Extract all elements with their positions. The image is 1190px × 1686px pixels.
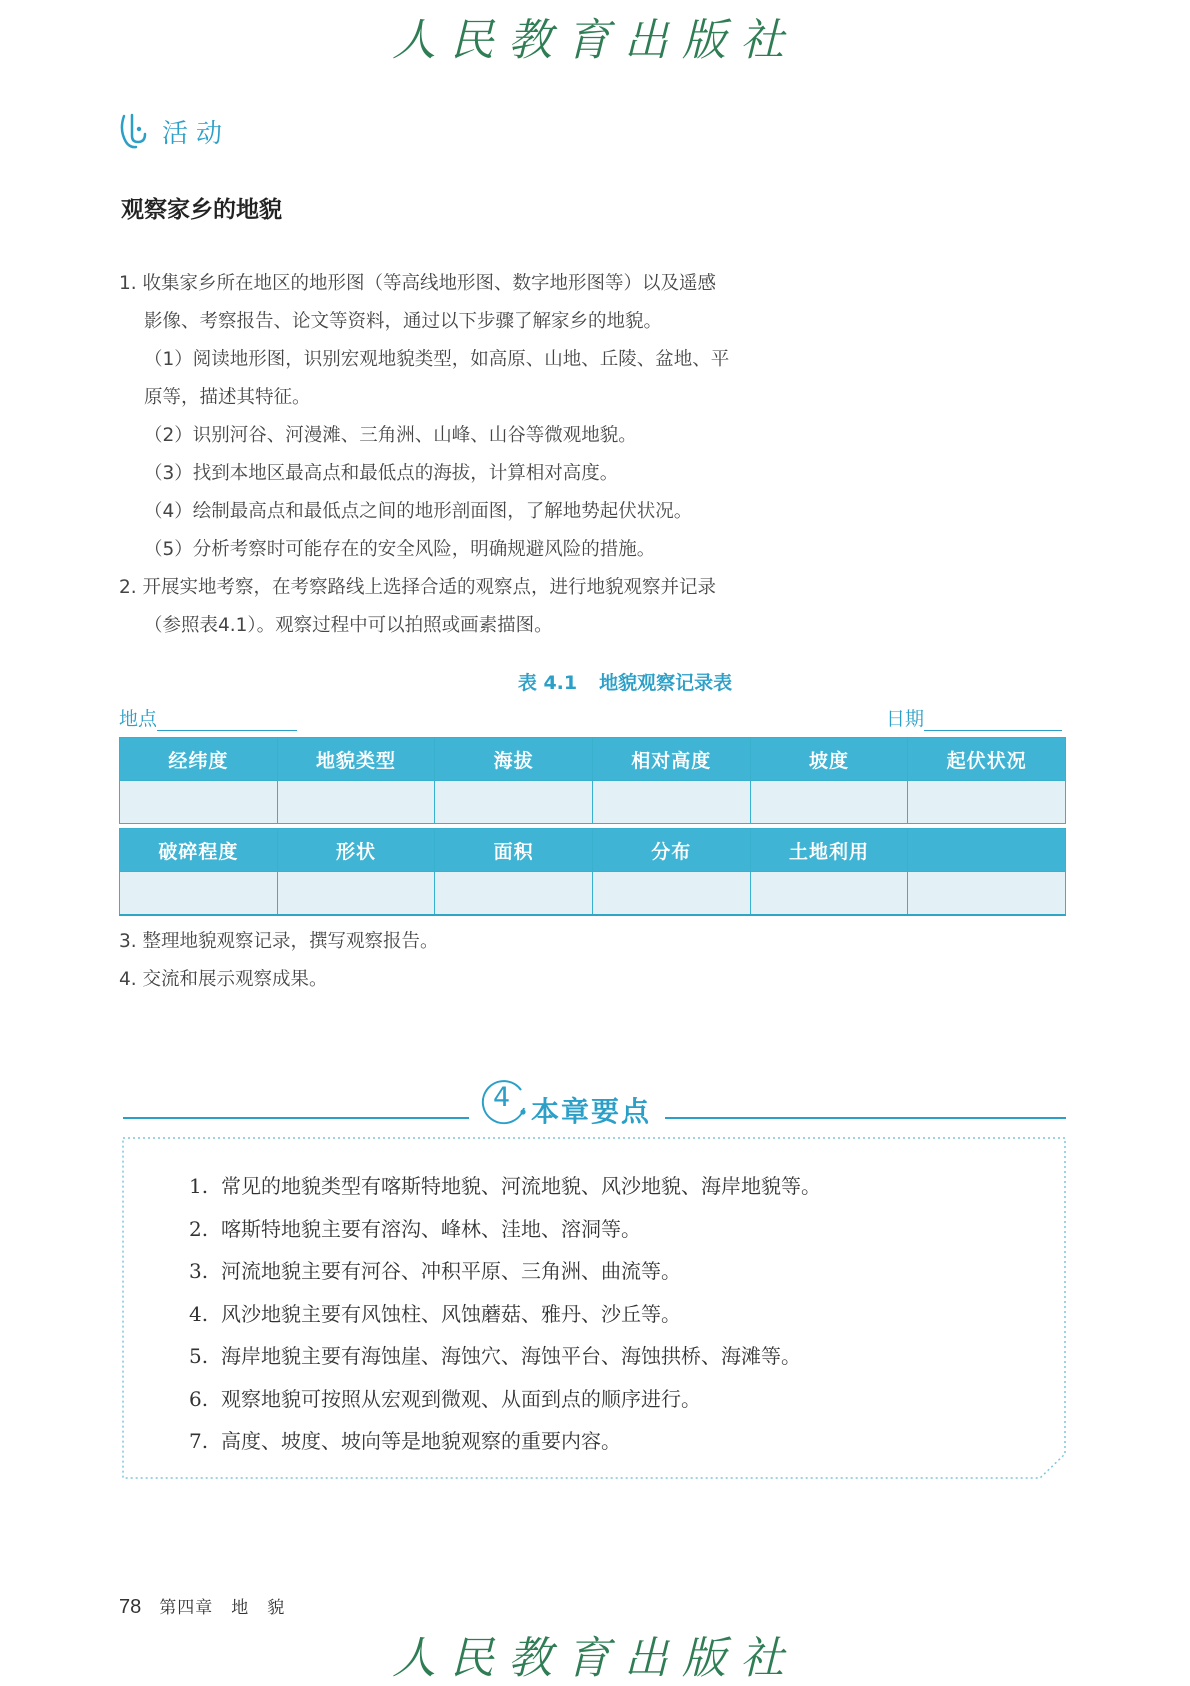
header-cell: 起伏状况	[908, 738, 1066, 781]
step-line: 原等，描述其特征。	[144, 387, 311, 408]
item-text: 风沙地貌主要有风蚀柱、风蚀蘑菇、雅丹、沙丘等。	[221, 1301, 681, 1326]
step-line: （参照表4.1）。观察过程中可以拍照或画素描图。	[144, 615, 553, 636]
table-blank-row	[120, 781, 1066, 824]
blank-cell[interactable]	[592, 872, 750, 916]
item-text: 观察地貌可按照从宏观到微观、从面到点的顺序进行。	[221, 1386, 701, 1411]
blank-cell[interactable]	[435, 872, 593, 916]
blank-cell[interactable]	[750, 781, 908, 824]
place-field	[119, 704, 297, 731]
key-points-list	[189, 1165, 821, 1463]
header-cell	[908, 829, 1066, 872]
activity-steps-continued	[119, 923, 439, 999]
item-number: 4.	[189, 1301, 209, 1326]
item-number: 2.	[189, 1216, 209, 1241]
observation-table	[119, 737, 1066, 916]
date-label: 日期	[886, 708, 925, 730]
key-point-item	[189, 1250, 821, 1293]
blank-cell[interactable]	[592, 781, 750, 824]
step-line: （4）绘制最高点和最低点之间的地形剖面图，了解地势起伏状况。	[144, 501, 693, 522]
table-header-row	[120, 829, 1066, 872]
page-number: 78	[119, 1596, 142, 1618]
blank-cell[interactable]	[908, 872, 1066, 916]
step-line: （1）阅读地形图，识别宏观地貌类型，如高原、山地、丘陵、盆地、平	[144, 349, 730, 370]
item-text: 喀斯特地貌主要有溶沟、峰林、洼地、溶洞等。	[221, 1216, 641, 1241]
chapter-number: 4	[493, 1082, 511, 1113]
place-label: 地点	[119, 708, 158, 730]
header-cell: 相对高度	[592, 738, 750, 781]
key-points-heading	[123, 1080, 1066, 1128]
table-caption-title: 地貌观察记录表	[599, 672, 733, 694]
header-cell: 土地利用	[750, 829, 908, 872]
table-header-row	[120, 738, 1066, 781]
activity-icon	[118, 112, 152, 150]
item-text: 河流地貌主要有河谷、冲积平原、三角洲、曲流等。	[221, 1259, 681, 1283]
date-blank[interactable]	[924, 708, 1062, 731]
place-blank[interactable]	[157, 708, 297, 731]
item-number: 6.	[189, 1386, 209, 1411]
blank-cell[interactable]	[277, 781, 435, 824]
header-cell: 破碎程度	[120, 829, 278, 872]
step-line: 2. 开展实地考察，在考察路线上选择合适的观察点，进行地貌观察并记录	[119, 577, 717, 598]
key-points-title: 本章要点	[531, 1095, 652, 1128]
item-number: 1.	[189, 1174, 209, 1198]
publisher-logo-top: 人民教育出版社	[392, 15, 798, 66]
table-caption-number: 表 4.1	[517, 672, 578, 694]
publisher-logo-bottom: 人民教育出版社	[392, 1633, 798, 1684]
item-text: 常见的地貌类型有喀斯特地貌、河流地貌、风沙地貌、海岸地貌等。	[221, 1174, 821, 1198]
key-point-item	[189, 1165, 821, 1208]
item-text: 高度、坡度、坡向等是地貌观察的重要内容。	[221, 1429, 621, 1453]
blank-cell[interactable]	[750, 872, 908, 916]
divider	[123, 1117, 469, 1119]
step-line: （3）找到本地区最高点和最低点的海拔，计算相对高度。	[144, 463, 619, 484]
blank-cell[interactable]	[908, 781, 1066, 824]
header-cell: 面积	[435, 829, 593, 872]
step-line: 影像、考察报告、论文等资料，通过以下步骤了解家乡的地貌。	[144, 311, 663, 332]
header-cell: 地貌类型	[277, 738, 435, 781]
item-number: 3.	[189, 1259, 209, 1283]
table-blank-row	[120, 872, 1066, 916]
key-point-item	[189, 1335, 821, 1378]
header-cell: 分布	[592, 829, 750, 872]
blank-cell[interactable]	[120, 872, 278, 916]
activity-heading	[118, 112, 230, 150]
blank-cell[interactable]	[435, 781, 593, 824]
key-point-item	[189, 1208, 821, 1251]
item-number: 7.	[189, 1429, 209, 1453]
key-point-item	[189, 1293, 821, 1336]
activity-label: 活动	[162, 118, 231, 149]
step-line: 4. 交流和展示观察成果。	[119, 969, 328, 990]
page-footer	[119, 1593, 285, 1619]
blank-cell[interactable]	[277, 872, 435, 916]
key-points-box	[122, 1137, 1066, 1479]
header-cell: 海拔	[435, 738, 593, 781]
header-cell: 形状	[277, 829, 435, 872]
step-line: 1. 收集家乡所在地区的地形图（等高线地形图、数字地形图等）以及遥感	[119, 273, 717, 294]
header-cell: 坡度	[750, 738, 908, 781]
item-text: 海岸地貌主要有海蚀崖、海蚀穴、海蚀平台、海蚀拱桥、海滩等。	[221, 1344, 801, 1368]
divider	[665, 1117, 1066, 1119]
header-cell: 经纬度	[120, 738, 278, 781]
step-line: （5）分析考察时可能存在的安全风险，明确规避风险的措施。	[144, 539, 656, 560]
table-caption	[0, 668, 1190, 695]
chapter-title: 第四章 地 貌	[159, 1598, 286, 1618]
blank-cell[interactable]	[120, 781, 278, 824]
activity-steps	[119, 265, 799, 645]
date-field	[886, 704, 1062, 731]
item-number: 5.	[189, 1344, 209, 1368]
step-line: （2）识别河谷、河漫滩、三角洲、山峰、山谷等微观地貌。	[144, 425, 637, 446]
step-line: 3. 整理地貌观察记录，撰写观察报告。	[119, 931, 439, 952]
activity-title: 观察家乡的地貌	[121, 196, 282, 223]
key-point-item	[189, 1420, 821, 1463]
key-point-item	[189, 1378, 821, 1421]
